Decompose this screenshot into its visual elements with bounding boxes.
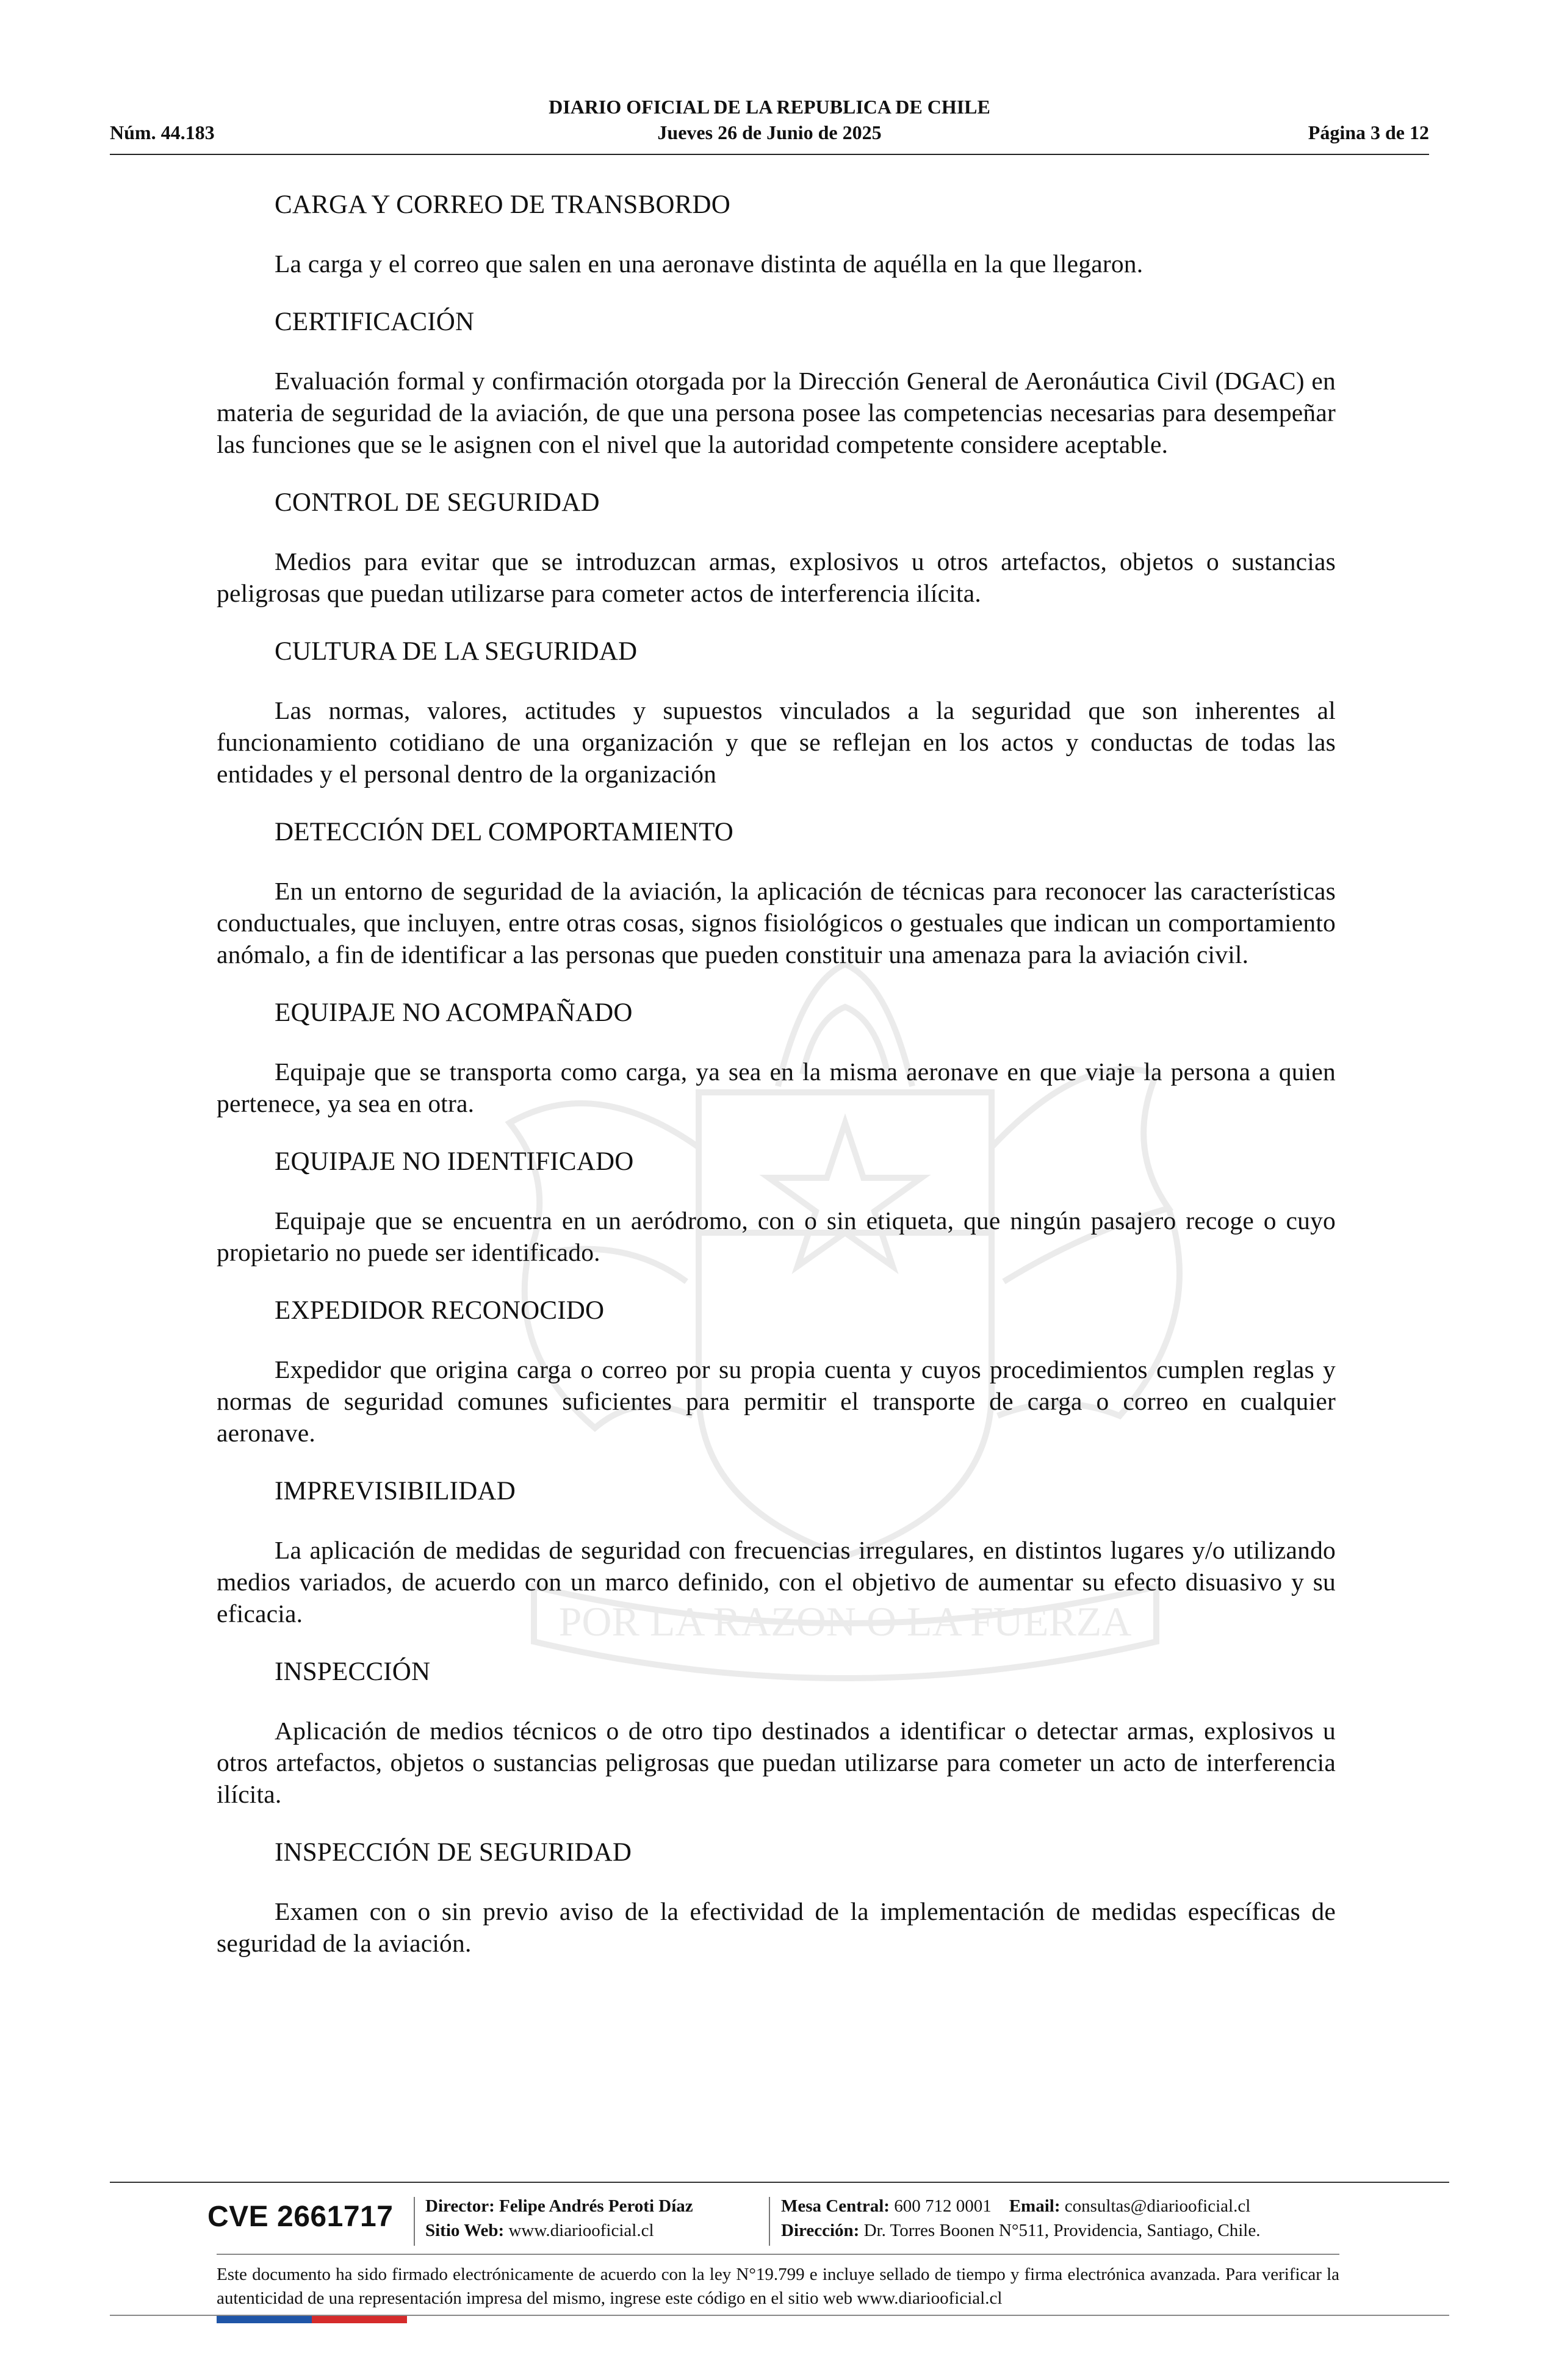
definition-term: EQUIPAJE NO IDENTIFICADO bbox=[275, 1147, 634, 1176]
phone-label: Mesa Central: bbox=[781, 2196, 890, 2216]
definition-entry bbox=[217, 306, 1336, 460]
page-number: Página 3 de 12 bbox=[1308, 121, 1429, 143]
definition-term: INSPECCIÓN bbox=[275, 1657, 431, 1686]
definition-text: Equipaje que se encuentra en un aeródromo, con o sin etiqueta, que ningún pasajero recoge o cuyo propietario no puede ser identificado. bbox=[217, 1206, 1336, 1266]
website-label: Sitio Web: bbox=[425, 2221, 505, 2240]
email-label: Email: bbox=[1009, 2196, 1061, 2216]
coat-of-arms-motto: POR LA RAZON O LA FUERZA bbox=[558, 1598, 1132, 1645]
definition-text: Examen con o sin previo aviso de la efectividad de la implementación de medidas específicas de seguridad de la aviación. bbox=[217, 1897, 1336, 1957]
electronic-signature-notice: Este documento ha sido firmado electrónicamente de acuerdo con la ley N°19.799 e incluye sellado de tiempo y firma electrónica avanzada. Para verificar la autenticidad de una representación impresa del mismo, ingrese este código en el sitio web www.diariooficial.cl bbox=[217, 2265, 1339, 2308]
definition-entry bbox=[217, 1656, 1336, 1810]
definition-term: CERTIFICACIÓN bbox=[275, 308, 475, 336]
address-text: Dr. Torres Boonen N°511, Providencia, Santiago, Chile. bbox=[863, 2221, 1261, 2240]
flag-stripe-blue bbox=[217, 2316, 312, 2323]
definition-entry bbox=[217, 817, 1336, 970]
definition-entry bbox=[217, 487, 1336, 609]
definition-term: CULTURA DE LA SEGURIDAD bbox=[275, 637, 638, 666]
footer-separator bbox=[769, 2197, 770, 2246]
definition-term: EXPEDIDOR RECONOCIDO bbox=[275, 1296, 605, 1325]
header-divider bbox=[110, 154, 1429, 155]
definition-term: CONTROL DE SEGURIDAD bbox=[275, 488, 600, 517]
email-link[interactable]: consultas@diariooficial.cl bbox=[1064, 2196, 1251, 2216]
definition-text: La carga y el correo que salen en una aeronave distinta de aquélla en la que llegaron. bbox=[275, 250, 1144, 278]
definition-text: Equipaje que se transporta como carga, ya sea en la misma aeronave en que viaje la persona a quien pertenece, ya sea en otra. bbox=[217, 1058, 1336, 1117]
definition-entry bbox=[217, 1146, 1336, 1268]
footer-contact-block bbox=[781, 2194, 1260, 2243]
definition-entry bbox=[217, 997, 1336, 1119]
definitions-list bbox=[217, 189, 1336, 1986]
definition-text: Evaluación formal y confirmación otorgada por la Dirección General de Aeronáutica Civil (DGAC) en materia de seguridad de la aviación, de que una persona posee las competencias necesarias para desempeñar las funciones que se le asignen con el nivel que la autoridad competente considere aceptable. bbox=[217, 367, 1336, 458]
director-name: Felipe Andrés Peroti Díaz bbox=[499, 2196, 693, 2216]
definition-entry bbox=[217, 189, 1336, 279]
cve-code: CVE 2661717 bbox=[207, 2201, 394, 2233]
definition-text: Medios para evitar que se introduzcan armas, explosivos u otros artefactos, objetos o sustancias peligrosas que puedan utilizarse para cometer actos de interferencia ilícita. bbox=[217, 547, 1336, 607]
issue-date: Jueves 26 de Junio de 2025 bbox=[657, 121, 882, 143]
definition-term: IMPREVISIBILIDAD bbox=[275, 1477, 516, 1506]
flag-stripe-red bbox=[312, 2316, 407, 2323]
flag-stripe bbox=[217, 2316, 407, 2323]
issue-number: Núm. 44.183 bbox=[110, 121, 215, 143]
page-header bbox=[110, 95, 1429, 156]
definition-entry bbox=[217, 636, 1336, 790]
definition-term: INSPECCIÓN DE SEGURIDAD bbox=[275, 1838, 632, 1867]
definition-entry bbox=[217, 1295, 1336, 1449]
definition-text: La aplicación de medidas de seguridad con frecuencias irregulares, en distintos lugares y/o utilizando medios variados, de acuerdo con un marco definido, con el objetivo de aumentar su efecto disuasivo y su eficacia. bbox=[217, 1536, 1336, 1628]
definition-text: Las normas, valores, actitudes y supuestos vinculados a la seguridad que son inherentes al funcionamiento cotidiano de una organización y que se reflejan en los actos y conductas de todas las entidades y el personal dentro de la organización bbox=[217, 696, 1336, 788]
definition-text: En un entorno de seguridad de la aviación, la aplicación de técnicas para reconocer las características conductuales, que incluyen, entre otras cosas, signos fisiológicos o gestuales que indican un comportamiento anómalo, a fin de identificar a las personas que pueden constituir una amenaza para la aviación civil. bbox=[217, 877, 1336, 968]
footer-divider-top bbox=[110, 2182, 1449, 2183]
footer-divider-middle bbox=[217, 2254, 1339, 2255]
footer-separator bbox=[414, 2197, 415, 2246]
website-link[interactable]: www.diariooficial.cl bbox=[508, 2221, 654, 2240]
footer-director-block bbox=[425, 2194, 693, 2243]
definition-term: EQUIPAJE NO ACOMPAÑADO bbox=[275, 998, 633, 1027]
definition-term: CARGA Y CORREO DE TRANSBORDO bbox=[275, 190, 731, 219]
definition-entry bbox=[217, 1476, 1336, 1629]
definition-entry bbox=[217, 1837, 1336, 1959]
definition-term: DETECCIÓN DEL COMPORTAMIENTO bbox=[275, 818, 734, 846]
phone-number: 600 712 0001 bbox=[894, 2196, 992, 2216]
director-label: Director: bbox=[425, 2196, 495, 2216]
address-label: Dirección: bbox=[781, 2221, 860, 2240]
newspaper-title: DIARIO OFICIAL DE LA REPUBLICA DE CHILE bbox=[549, 96, 990, 118]
definition-text: Aplicación de medios técnicos o de otro tipo destinados a identificar o detectar armas, explosivos u otros artefactos, objetos o sustancias peligrosas que puedan utilizarse para cometer un acto de interferencia ilícita. bbox=[217, 1717, 1336, 1808]
definition-text: Expedidor que origina carga o correo por su propia cuenta y cuyos procedimientos cumplen reglas y normas de seguridad comunes suficientes para permitir el transporte de carga o correo en cualquier aeronave. bbox=[217, 1355, 1336, 1447]
